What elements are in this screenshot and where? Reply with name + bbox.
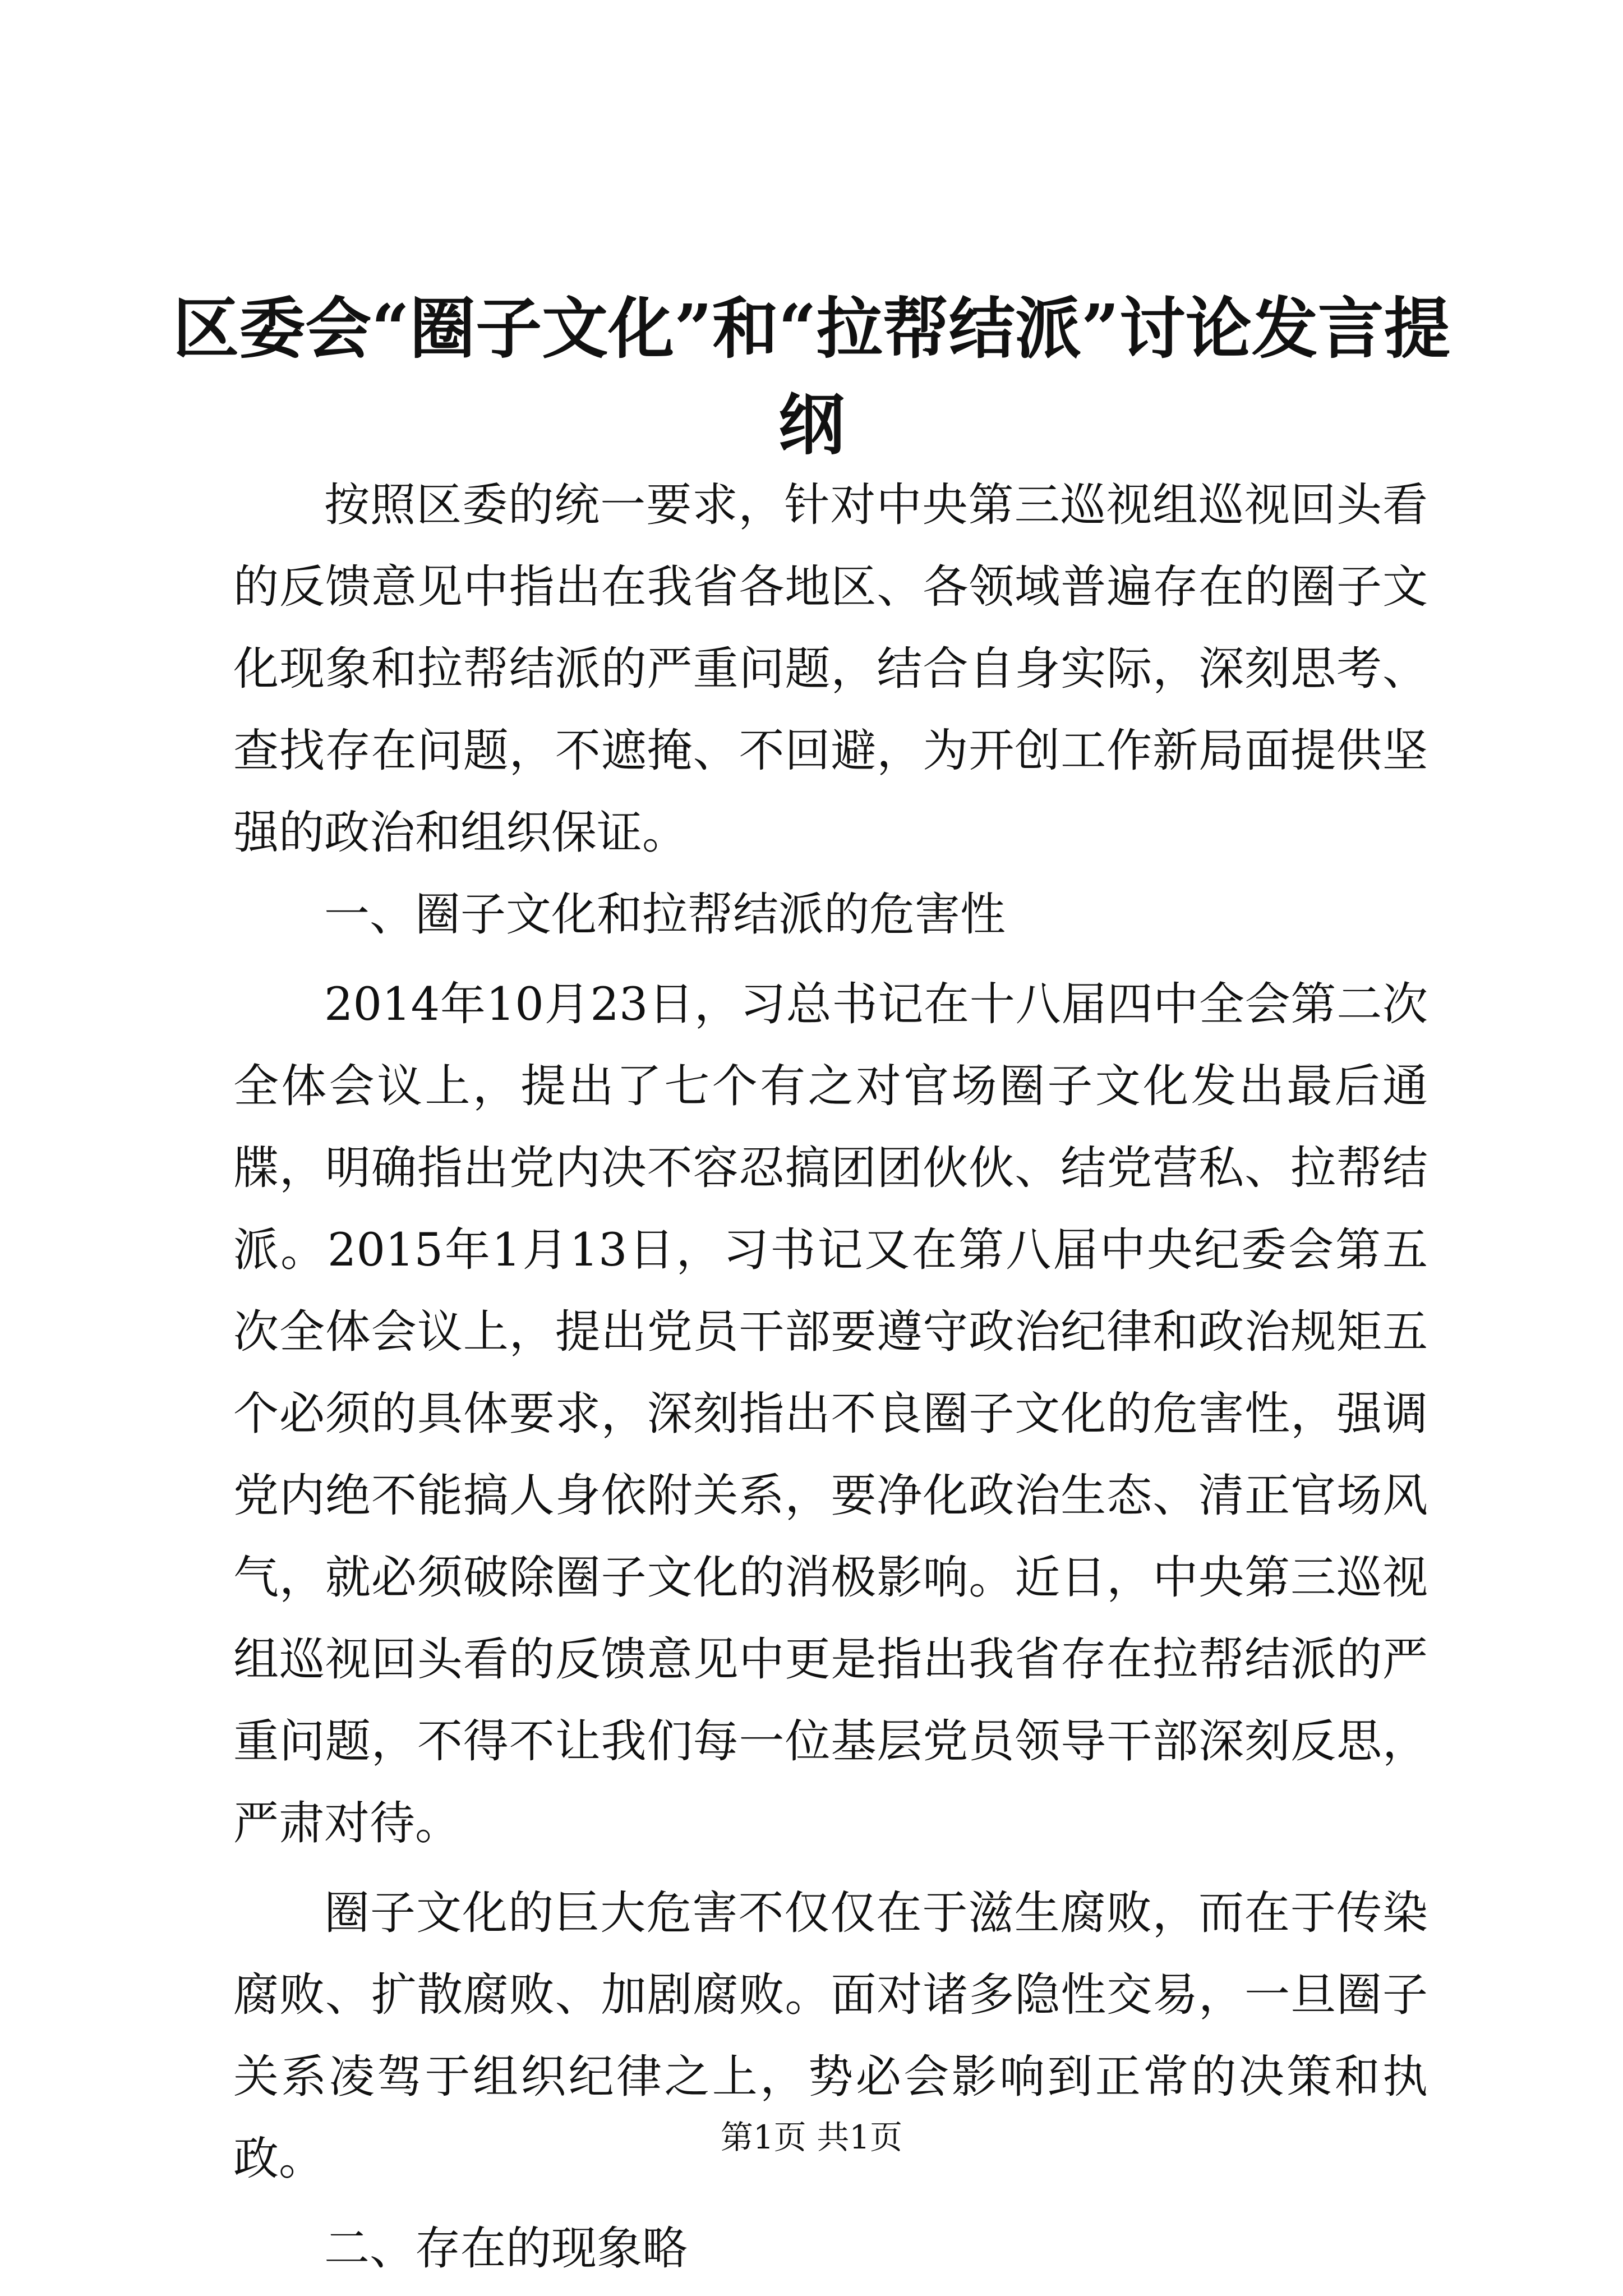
section-heading-2: 二、存在的现象略	[324, 2223, 688, 2275]
body-paragraph-1: 2014年10月23日，习总书记在十八届四中全会第二次全体会议上，提出了七个有之对官场圈子文化发出最后通牒，明确指出党内决不容忍搞团团伙伙、结党营私、拉帮结派。2015年1月13日，习书记又在第八届中央纪委会第五次全体会议上，提出党员干部要遵守政治纪律和政治规矩五个必须的具体要求，深刻指出不良圈子文化的危害性，强调党内绝不能搞人身依附关系，要净化政治生态、清正官场风气，就必须破除圈子文化的消极影响。近日，中央第三巡视组巡视回头看的反馈意见中更是指出我省存在拉帮结派的严重问题，不得不让我们每一位基层党员领导干部深刻反思，严肃对待。	[233, 978, 1428, 1850]
body-paragraph-2: 圈子文化的巨大危害不仅仅在于滋生腐败，而在于传染腐败、扩散腐败、加剧腐败。面对诸多隐性交易，一旦圈子关系凌驾于组织纪律之上，势必会影响到正常的决策和执政。	[233, 1887, 1428, 2185]
page-footer: 第1页 共1页	[720, 2118, 903, 2156]
document-title: 区委会“圈子文化”和“拉帮结派”讨论发言提纲	[173, 289, 1450, 464]
intro-paragraph: 按照区委的统一要求，针对中央第三巡视组巡视回头看的反馈意见中指出在我省各地区、各领域普遍存在的圈子文化现象和拉帮结派的严重问题，结合自身实际，深刻思考、查找存在问题，不遮掩、不回避，为开创工作新局面提供坚强的政治和组织保证。	[233, 479, 1428, 859]
document-body	[233, 464, 1428, 2290]
section-heading-1: 一、圈子文化和拉帮结派的危害性	[324, 889, 1006, 941]
